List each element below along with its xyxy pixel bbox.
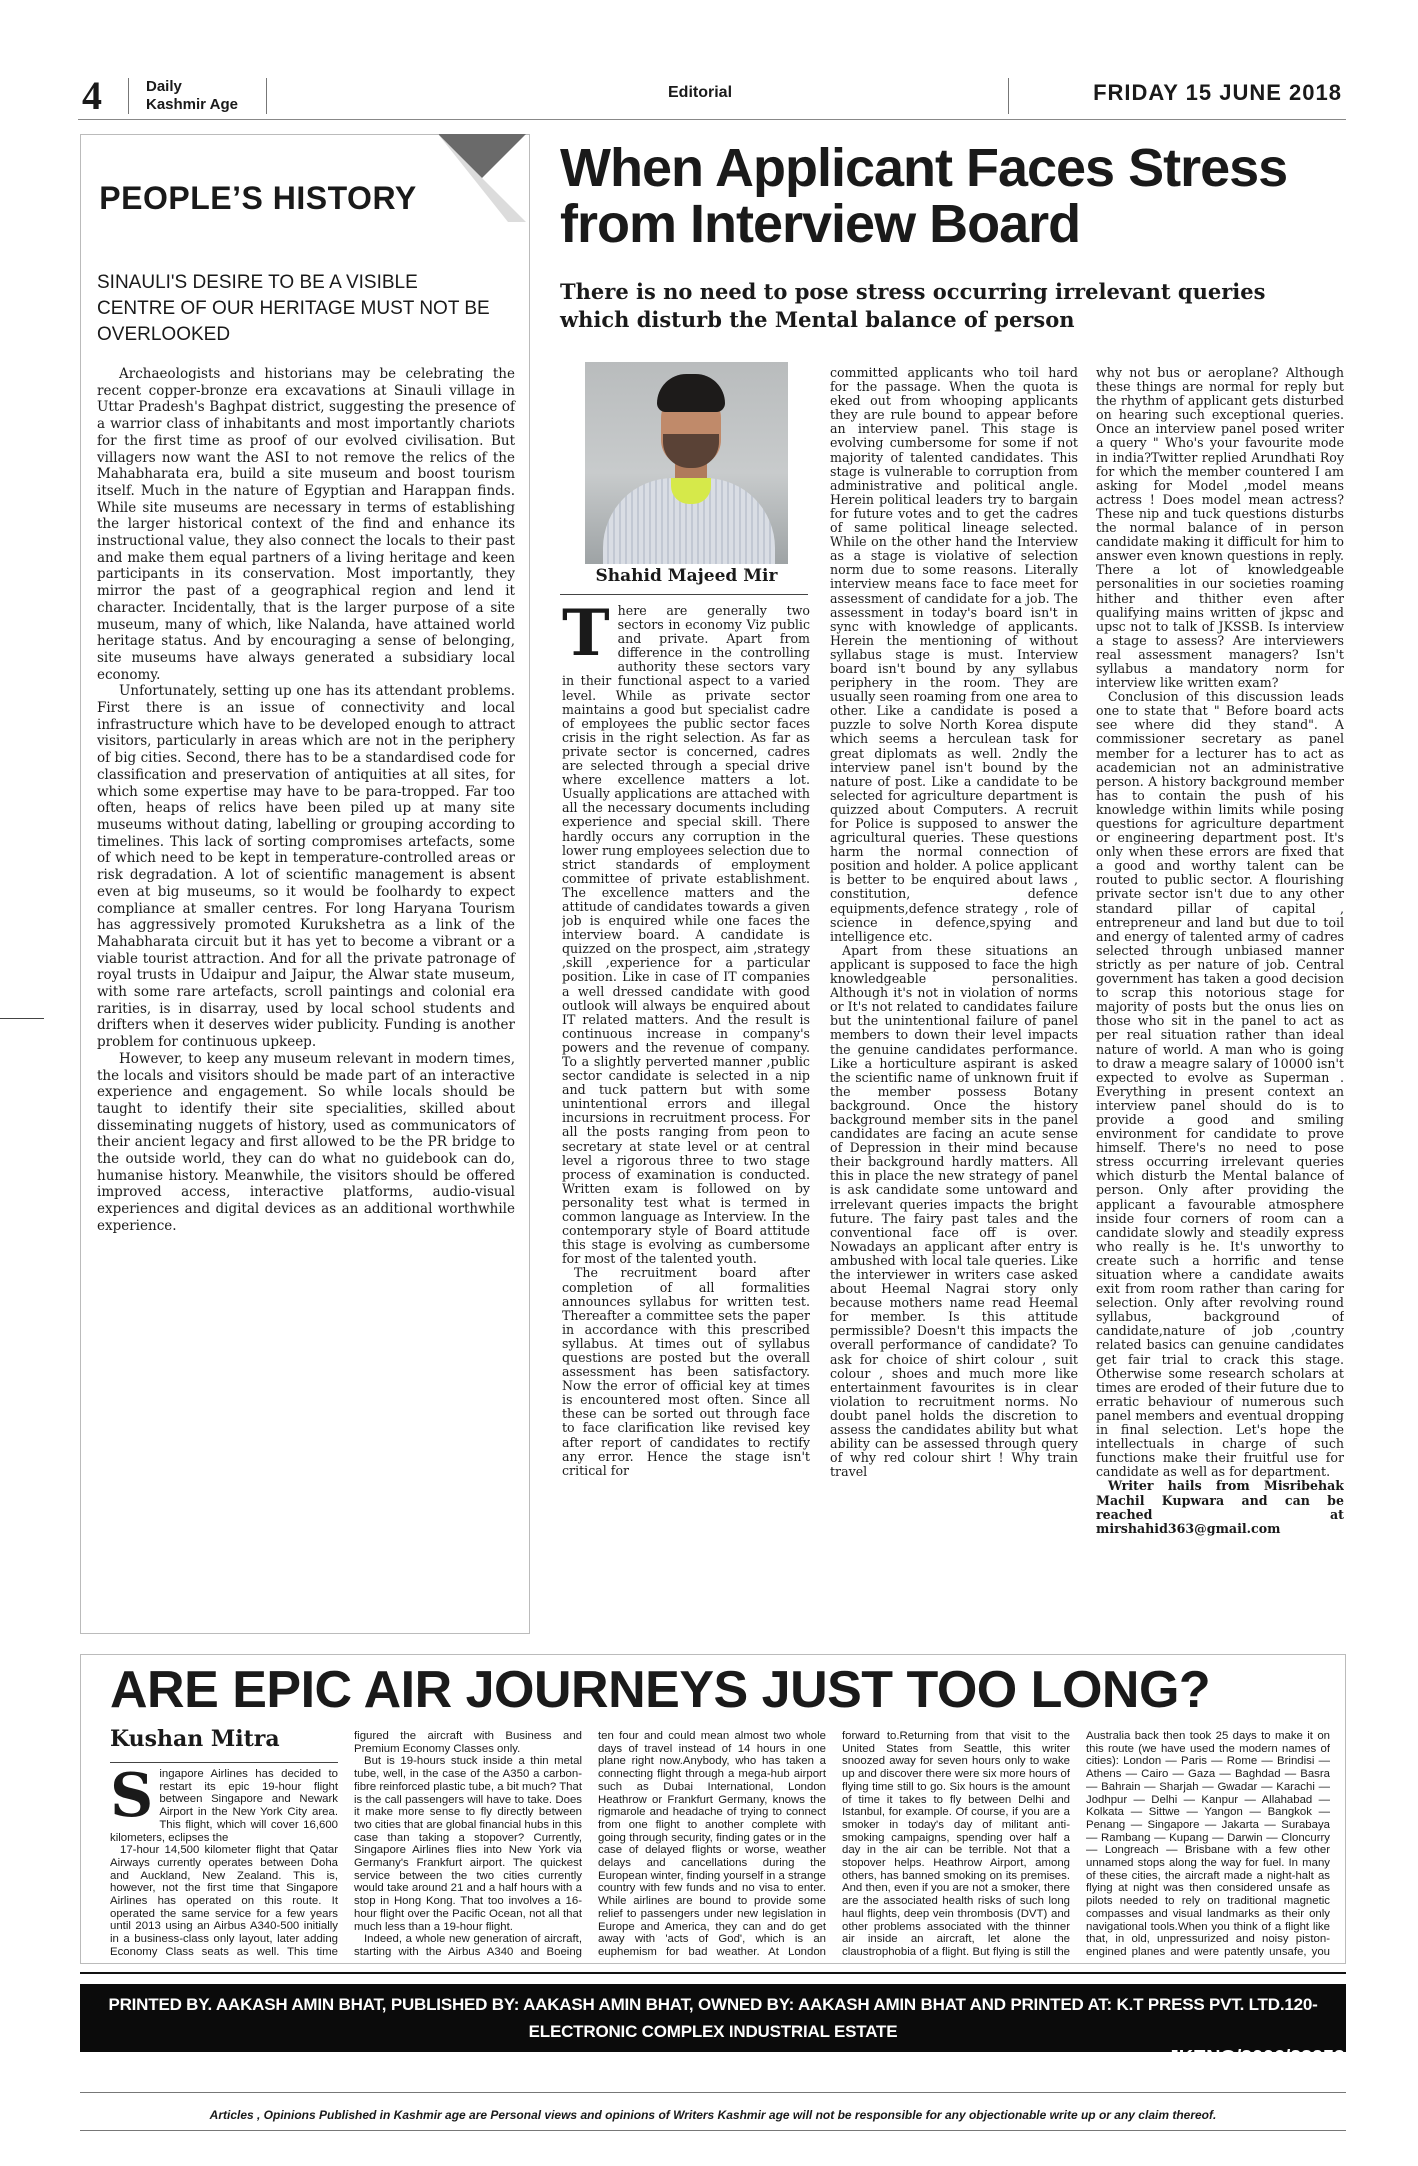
page-number: 4 xyxy=(82,73,102,118)
peoples-history-body xyxy=(97,366,515,1235)
drop-cap: T xyxy=(562,604,610,671)
paragraph: Indeed, a whole new generation of aircraft, starting with the Airbus A340 and Boeing xyxy=(354,1933,582,1958)
paragraph: why not bus or aeroplane? Although these things are normal for reply but the rhythm of applicant gets disturbed on hearing such exceptional queries. Once an interview panel posed writer a query " Who's your favourite mode in india?Twitter replied Arundhati Roy for which the member countered I am asking for Model ,model means actress ! Does model mean actress? These nip and tuck questions disturbs the normal balance of in person candidate making it difficult for him to answer even known questions in reply. There a lot of knowledgeable personalities in our societies roaming hither and thither even after qualifying mains written of jkpsc and upsc not to talk of JKSSB. Is interview a stage to assess? Are interviewers real assessment managers? Isn't syllabus a mandatory norm for interview like written exam? xyxy=(1096,366,1344,691)
divider xyxy=(1008,78,1009,114)
author-bio: Writer hails from Misribehak Machil Kupwara and can be reached at mirshahid363@gmail.com xyxy=(1096,1478,1344,1536)
disclaimer: Articles , Opinions Published in Kashmir age are Personal views and opinions of Writers Kashmir age will not be responsible for any objectionable write up or any claim thereof. xyxy=(209,2108,1217,2122)
article2-column-3 xyxy=(598,1730,826,1960)
second-headline: ARE EPIC AIR JOURNEYS JUST TOO LONG? xyxy=(110,1661,1211,1719)
paragraph: ingapore Airlines has decided to restart its epic 19-hour flight between Singapore and Newark Airport in the New York City area. This flight, which will cover 16,600 kilometers, eclipses the xyxy=(110,1768,338,1844)
registration-number: JKENG/2006/23952 xyxy=(1167,2047,1345,2069)
paragraph: The recruitment board after completion of all formalities announces syllabus for written test. Thereafter a committee sets the paper in accordance with this prescribed syllabus. At times out of syllabus questions are posted but the overall assessment has been satisfactory. Now the error of official key at times is encountered most often. Since all these can be sorted out through face to face clarification like revised key after report of candidates to rectify any error. Hence the stage isn't critical for xyxy=(562,1265,810,1478)
paragraph: forward to.Returning from that visit to the United States from Seattle, this writer snoozed away for seven hours only to wake up and discover there were six more hours of flying time still to go. Six hours is the amount of time it takes to fly between Delhi and Istanbul, for example. Of course, if you are a smoker in today's day of militant anti-smoking campaigns, spending over half a day in the air can be terrible. Not that a stopover helps. Heathrow Airport, among others, has banned smoking on its premises. And then, even if you are not a smoker, there are the associated health risks of such long haul flights, deep vein thrombosis (DVT) and other problems associated with the thinner air inside an aircraft, let alone the claustrophobia of a flight. But flying is still the xyxy=(842,1730,1070,1958)
brand-line-2: Kashmir Age xyxy=(146,96,238,113)
paragraph: here are generally two sectors in economy Viz public and private. Apart from difference in the controlling authority these sectors vary in their functional aspect to a varied level. While as private sector maintains a good but specialist cadre of employees the public sector faces crisis in the right selection. As far as private sector is concerned, cadres are selected through a special drive where excellence matters a lot. Usually applications are attached with all the necessary documents including experience and special skill. There hardly occurs any corruption in the lower rung employees selection due to strict standards of employment committee of private establishment. The excellence matters and the attitude of candidates towards a given job is enquired while one faces the interview board. A candidate is quizzed on the prospect, aim ,strategy ,skill ,experience for a particular position. Like in case of IT companies a well dressed candidate with good outlook will always be enquired about IT related matters. And the result is continuous increase in company's powers and the revenue of company. To a slightly perverted manner ,public sector candidate is selected in a nip and tuck pattern but with some unintentional errors and illegal incursions in recruitment process. For all the posts ranging from peon to secretary at state level or at central level a rigorous three to two stage process of examination is conducted. Written exam is followed on by personality test what is termed in common language as Interview. In the contemporary style of Board attitude this stage is evolving as cumbersome for most of the talented youth. xyxy=(562,604,810,1267)
paragraph: Australia back then took 25 days to make it on this route (we have used the modern names of cities): London — Paris — Rome — Brindisi — Athens — Cairo — Gaza — Baghdad — Basra — Bahrain — Sharjah — Gwadar — Karachi — Jodhpur — Delhi — Kanpur — Allahabad — Kolkata — Sittwe — Yangon — Bangkok — Penang — Singapore — Jakarta — Surabaya — Rambang — Kupang — Darwin — Cloncurry — Longreach — Brisbane with a few other unnamed stops along the way for fuel. In many of these cities, the aircraft made a night-halt as flying at night was then considered unsafe as pilots needed to rely on traditional magnetic compasses and visual landmarks as their only navigational tools.When you think of a flight like that, in old, unpressurized and noisy piston-engined planes and were patently unsafe, you xyxy=(1086,1730,1330,1958)
paragraph: Unfortunately, setting up one has its attendant problems. First there is an issue of connectivity and local infrastructure which have to be developed enough to attract visitors, particularly in areas which are not in the periphery of big cities. Second, there has to be a standardised code for classification and preservation of antiquities at all sites, for which some expertise may have to be para-tropped. Far too often, heaps of relics have been piled up at many site museums without dating, labelling or grouping according to timelines. This lack of sorting compromises artefacts, some of which need to be kept in temperature-controlled areas or risk degradation. A lot of scientific management is absent even at big museums, so it would be foolhardy to expect compliance at smaller centres. For long Haryana Tourism has aggressively promoted Kurukshetra as a link of the Mahabharata circuit but it has yet to become a vibrant or a viable tourist attraction. And for all the private patronage of royal trusts in Udaipur and Jaipur, the Alwar state museum, with some rare artefacts, scroll paintings and colonial era rarities, is in disarray, used by local school students and drifters when it deserves wider publicity. Funding is another problem for continuous upkeep. xyxy=(97,683,515,1051)
photo-caption: Shahid Majeed Mir xyxy=(595,566,778,586)
paragraph: But is 19-hours stuck inside a thin metal tube, well, in the case of the A350 a carbon-fibre reinforced plastic tube, a bit much? That is the call passengers will have to take. Does it make more sense to fly directly between two cities that are global financial hubs in this case than taking a stopover? Currently, Singapore Airlines flies into New York via Germany's Frankfurt airport. The quickest service between the two cities currently would take around 21 and a half hours with a stop in Hong Kong. That too involves a 16-hour flight over the Pacific Ocean, not all that much less than a 19-hour flight. xyxy=(354,1755,582,1933)
drop-cap: S xyxy=(110,1768,154,1831)
divider xyxy=(128,78,129,114)
article2-column-5 xyxy=(1086,1730,1330,1960)
newspaper-brand xyxy=(146,78,238,114)
paragraph: Apart from these situations an applicant is supposed to face the high knowledgeable personalities. Although it's not in violation of norms or It's not related to candidates failure but the unintentional failure of panel members to down their level impacts the genuine candidates performance. Like a horticulture aspirant is asked the scientific name of unknown fruit if the member possess Botany background. Once the history background member sits in the panel candidates are facing an acute sense of Depression in their mind because their background hardly matters. All this in place the new strategy of panel is ask candidate some untoward and irrelevant queries impacts the bright future. The fairy past tales and the conventional face off is over. Nowadays an applicant after entry is ambushed with local tale queries. Like the interviewer in writers case asked about Heemal Nagrai story only because mothers name read Heemal for member. Is this attitude permissible? Doesn't this impacts the overall performance of candidate? To ask for choice of shirt colour , suit colour , shoes and much more like entertainment favourites is in clear violation to recruitment norms. No doubt panel holds the discretion to assess the candidates ability but what ability can be assessed through query of why red colour shirt ! Why train travel xyxy=(830,942,1078,1480)
footer-rule xyxy=(80,2092,1346,2093)
byline-rule xyxy=(110,1762,338,1763)
article-column-1 xyxy=(562,604,810,1630)
main-headline: When Applicant Faces Stress from Interview Board xyxy=(560,138,1288,254)
paragraph: figured the aircraft with Business and Premium Economy Classes only. xyxy=(354,1730,582,1755)
paragraph: Archaeologists and historians may be celebrating the recent copper-bronze era excavations at Sinauli village in Uttar Pradesh's Baghpat district, suggesting the presence of a warrior class of inhabitants and most importantly chariots for the first time as proof of our evolved civilisation. But villagers now want the ASI to not remove the relics of the Mahabharata era, build a site museum and boost tourism itself. Much in the nature of Egyptian and Harappan finds. While site museums are necessary in terms of establishing the larger historical context of the find and enhance its instructional value, they also connect the locals to their past and make them equal partners of a living heritage and keen participants in its conservation. Most importantly, they mirror the past of a geographical region and lend it character. Incidentally, that is the larger purpose of a site museum, many of which, like Nalanda, have attained world heritage status. And by encouraging a sense of belonging, site museums have always generated a subsidiary local economy. xyxy=(97,366,515,683)
paragraph: However, to keep any museum relevant in modern times, the locals and visitors should be made part of an interactive experience and engagement. So while locals should be taught to identify their site specialities, skilled about disseminating nuggets of history, used as communicators of their ancient legacy and first allowed to be the PR bridge to the outside world, they can do what no guidebook can do, humanise history. Meanwhile, the visitors should be offered improved access, interactive platforms, audio-visual experiences and digital devices as an additional worthwhile experience. xyxy=(97,1050,515,1234)
corner-shadow-decoration xyxy=(438,134,526,222)
imprint-line-1: PRINTED BY. AAKASH AMIN BHAT, PUBLISHED BY: AAKASH AMIN BHAT, OWNED BY: AAKASH AMIN BHAT AND PRINTED AT: K.T PRESS PVT. LTD.120- ELECTRONIC COMPLEX INDUSTRIAL ESTATE xyxy=(108,1995,1318,2041)
article2-column-2 xyxy=(354,1730,582,1960)
printer-imprint xyxy=(80,1984,1346,2069)
brand-line-1: Daily xyxy=(146,78,182,95)
peoples-history-subtitle: SINAULI'S DESIRE TO BE A VISIBLE CENTRE OF OUR HERITAGE MUST NOT BE OVERLOOKED xyxy=(97,272,490,345)
margin-mark xyxy=(0,1018,44,1019)
masthead xyxy=(78,74,1346,120)
imprint-line-2 xyxy=(80,2045,1346,2072)
paragraph: ten four and could mean almost two whole days of travel instead of 14 hours in one plane right now.Anybody, who has taken a connecting flight through a mega-hub airport such as Dubai International, London Heathrow or Frankfurt Germany, knows the rigmarole and headache of trying to connect from one flight to another complete with going through security, finding gates or in the case of delayed flights or worse, weather delays and cancellations during the European winter, finding yourself in a strange country with few funds and no visa to enter. While airlines are bound to provide some relief to passengers under new legislation in Europe and America, they can and do get away with 'acts of God', which is an euphemism for bad weather. At London xyxy=(598,1730,826,1958)
dateline: FRIDAY 15 JUNE 2018 xyxy=(1093,80,1342,105)
divider xyxy=(266,78,267,114)
article-column-3 xyxy=(1096,366,1344,1630)
author-photo xyxy=(585,362,788,564)
imprint-address: RANGRETH BUDGAM, J&K. AND PUBLISHED AT: MEDIA ENCLAVE RESIDENCY ROAD SGR. 190001 J&K. EDITOR: AAKASH AMIN BHAT, xyxy=(81,2049,1164,2068)
article2-column-4 xyxy=(842,1730,1070,1960)
peoples-history-title: PEOPLE’S HISTORY xyxy=(99,180,417,216)
section-label: Editorial xyxy=(668,84,733,101)
footer-rule xyxy=(80,1972,1346,1974)
article-column-2 xyxy=(830,366,1078,1630)
footer-rule xyxy=(80,2130,1346,2131)
second-byline: Kushan Mitra xyxy=(110,1726,280,1752)
caption-rule xyxy=(560,594,808,595)
paragraph: 17-hour 14,500 kilometer flight that Qatar Airways currently operates between Doha and Auckland, New Zealand. This is, however, not the first time that Singapore Airlines has operated on this route. It operated the same service for a few years until 2013 using an Airbus A340-500 initially in a business-class only layout, later adding Economy Class seats as well. This time xyxy=(110,1844,338,1958)
article2-column-1 xyxy=(110,1768,338,1960)
paragraph: Conclusion of this discussion leads one to state that " Before board acts see where did they stand". A commissioner secretary as panel member for a lecturer has to act as academician not an administrative person. A history background member has to contain the push of his knowledge within limits while posing questions for agriculture department or engineering department post. It's only when these errors are fixed that a good and worthy talent can be routed to public sector. A flourishing private sector isn't due to any other standard pillar of capital , entrepreneur and land but due to toil and energy of talented army of cadres selected through unbiased manner strictly as per nature of job. Central government has taken a good decision to scrap this notorious stage for majority of posts but the onus lies on those who sit in the panel to act as per real situation rather than ideal nature of world. A man who is going to draw a meagre salary of 10000 isn't expected to evolve as Superman . Everything in present context an interview panel should do is to provide a good and smiling environment for candidate to prove himself. There's no need to pose stress occurring irrelevant queries which disturb the Mental balance of person. Only after providing the applicant a favourable atmosphere inside four corners of room can a candidate slowly and steadily express who really is he. It's unworthy to create such a horrific and tense situation where a candidate awaits exit from room rather than caring for selection. Only after revolving round syllabus, background of candidate,nature of job ,country related basics can genuine candidates get fair trial to crack this stage. Otherwise some research scholars at times are eroded of their future due to erratic behaviour of numerous such panel members and eventual dropping in final selection. Let's hope the intellectuals in charge of such functions make their fruitful use for candidate as well as for department. xyxy=(1096,689,1344,1480)
main-deck: There is no need to pose stress occurring irrelevant queries which disturb the Mental balance of person xyxy=(560,279,1266,332)
paragraph: committed applicants who toil hard for the passage. When the quota is eked out from whooping applicants they are rule bound to appear before an interview panel. This stage is evolving cumbersome for some if not majority of talented candidates. This stage is vulnerable to corruption from administrative and political angle. Herein political leaders try to bargain for future votes and to get the cadres of same political lineage selected. While on the other hand the Interview as a stage is violative of selection norm due to some reasons. Literally interview means face to face meet for assessment of candidate for a job. The assessment in today's board isn't in sync with knowledge of applicants. Herein the mentioning of without syllabus stage is must. Interview board isn't bound by any syllabus periphery in the room. They are usually seen roaming from one area to other. Like a candidate is posed a puzzle to solve North Korea dispute which seems a herculean task for great diplomats as well. 2ndly the interview panel isn't bound by the nature of post. Like a candidate to be selected for agriculture department is quizzed about Computers. A recruit for Police is supposed to answer the agricultural queries. These questions harm the normal connection of position and holder. A police applicant is better to be enquired about laws , constitution, defence equipments,defence strategy , role of science in defence,spying and intelligence etc. xyxy=(830,366,1078,944)
